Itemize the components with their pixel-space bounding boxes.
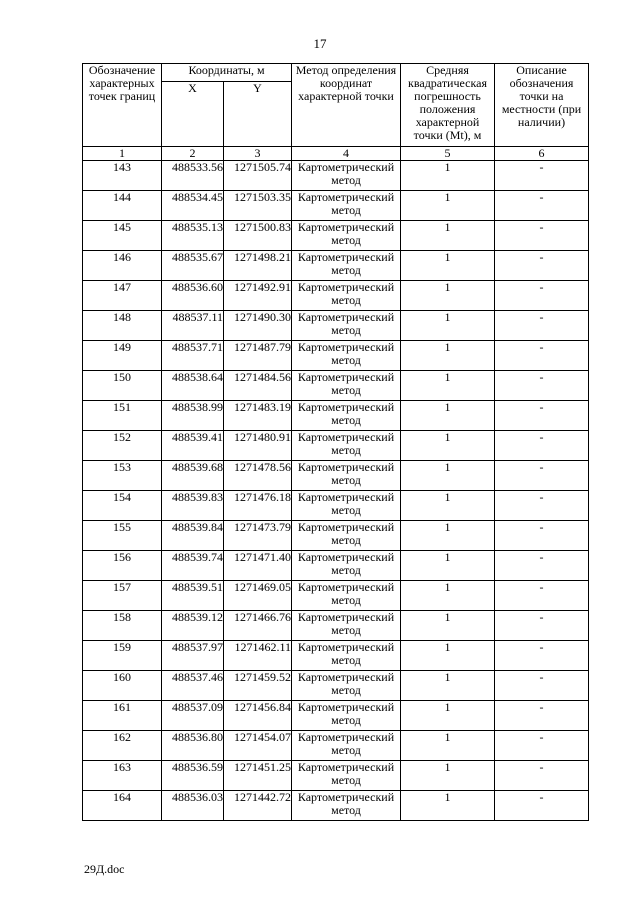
y-coordinate-cell: 1271505.74 (224, 161, 292, 191)
table-row (83, 221, 589, 251)
method-line-2: метод (331, 533, 361, 547)
error-value-cell: 1 (401, 221, 495, 251)
method-cell (292, 581, 401, 611)
x-coordinate-cell: 488534.45 (162, 191, 224, 221)
point-number-cell: 149 (83, 341, 162, 371)
method-line-1: Картометрический (297, 610, 395, 624)
point-number-cell: 146 (83, 251, 162, 281)
method-line-1: Картометрический (297, 220, 395, 234)
description-cell: - (495, 311, 589, 341)
description-cell: - (495, 221, 589, 251)
description-cell: - (495, 341, 589, 371)
method-line-1: Картометрический (297, 460, 395, 474)
point-number-cell: 143 (83, 161, 162, 191)
y-coordinate-cell: 1271451.25 (224, 761, 292, 791)
y-coordinate-cell: 1271442.72 (224, 791, 292, 821)
table-body (83, 161, 589, 821)
point-number-cell: 151 (83, 401, 162, 431)
description-cell: - (495, 791, 589, 821)
header-point-description: Описание обозначения точки на местности (при наличии) (495, 64, 589, 147)
table-row (83, 581, 589, 611)
error-value-cell: 1 (401, 521, 495, 551)
table-row (83, 671, 589, 701)
column-number: 2 (162, 147, 224, 161)
method-cell (292, 701, 401, 731)
x-coordinate-cell: 488537.71 (162, 341, 224, 371)
method-cell (292, 551, 401, 581)
x-coordinate-cell: 488539.84 (162, 521, 224, 551)
description-cell: - (495, 701, 589, 731)
method-line-2: метод (331, 623, 361, 637)
error-value-cell: 1 (401, 311, 495, 341)
description-cell: - (495, 491, 589, 521)
column-number: 6 (495, 147, 589, 161)
error-value-cell: 1 (401, 761, 495, 791)
y-coordinate-cell: 1271490.30 (224, 311, 292, 341)
method-line-2: метод (331, 263, 361, 277)
description-cell: - (495, 671, 589, 701)
table-row (83, 371, 589, 401)
column-number: 5 (401, 147, 495, 161)
error-value-cell: 1 (401, 341, 495, 371)
y-coordinate-cell: 1271466.76 (224, 611, 292, 641)
header-x: X (162, 82, 224, 147)
header-mean-square-error: Средняя квадратическая погрешность положения характерной точки (Mt), м (401, 64, 495, 147)
point-number-cell: 153 (83, 461, 162, 491)
method-cell (292, 281, 401, 311)
method-line-2: метод (331, 713, 361, 727)
description-cell: - (495, 521, 589, 551)
description-cell: - (495, 161, 589, 191)
point-number-cell: 152 (83, 431, 162, 461)
table-row (83, 641, 589, 671)
method-line-2: метод (331, 803, 361, 817)
method-cell (292, 641, 401, 671)
method-cell (292, 521, 401, 551)
error-value-cell: 1 (401, 701, 495, 731)
method-line-2: метод (331, 203, 361, 217)
point-number-cell: 160 (83, 671, 162, 701)
boundary-points-table (82, 63, 589, 821)
table-row (83, 701, 589, 731)
error-value-cell: 1 (401, 461, 495, 491)
x-coordinate-cell: 488539.51 (162, 581, 224, 611)
method-cell (292, 761, 401, 791)
description-cell: - (495, 641, 589, 671)
error-value-cell: 1 (401, 731, 495, 761)
point-number-cell: 144 (83, 191, 162, 221)
method-line-1: Картометрический (297, 340, 395, 354)
method-cell (292, 191, 401, 221)
header-coordinates: Координаты, м (162, 64, 292, 82)
table-row (83, 551, 589, 581)
method-line-2: метод (331, 653, 361, 667)
point-number-cell: 158 (83, 611, 162, 641)
method-cell (292, 491, 401, 521)
method-line-1: Картометрический (297, 490, 395, 504)
description-cell: - (495, 581, 589, 611)
table-row (83, 761, 589, 791)
method-line-2: метод (331, 563, 361, 577)
method-line-1: Картометрический (297, 550, 395, 564)
header-y: Y (224, 82, 292, 147)
method-cell (292, 791, 401, 821)
y-coordinate-cell: 1271454.07 (224, 731, 292, 761)
method-line-1: Картометрический (297, 520, 395, 534)
method-line-2: метод (331, 233, 361, 247)
header-method: Метод определения координат характерной точки (292, 64, 401, 147)
page-number: 17 (313, 36, 327, 51)
x-coordinate-cell: 488536.59 (162, 761, 224, 791)
point-number-cell: 150 (83, 371, 162, 401)
method-line-2: метод (331, 293, 361, 307)
column-number: 3 (224, 147, 292, 161)
error-value-cell: 1 (401, 791, 495, 821)
method-line-2: метод (331, 743, 361, 757)
error-value-cell: 1 (401, 281, 495, 311)
y-coordinate-cell: 1271483.19 (224, 401, 292, 431)
x-coordinate-cell: 488537.46 (162, 671, 224, 701)
y-coordinate-cell: 1271459.52 (224, 671, 292, 701)
x-coordinate-cell: 488539.83 (162, 491, 224, 521)
table-row (83, 281, 589, 311)
description-cell: - (495, 371, 589, 401)
header-point-designation: Обозначение характерных точек границ (83, 64, 162, 147)
method-cell (292, 611, 401, 641)
x-coordinate-cell: 488533.56 (162, 161, 224, 191)
method-line-1: Картометрический (297, 310, 395, 324)
error-value-cell: 1 (401, 671, 495, 701)
method-line-1: Картометрический (297, 670, 395, 684)
x-coordinate-cell: 488539.68 (162, 461, 224, 491)
x-coordinate-cell: 488535.67 (162, 251, 224, 281)
table-row (83, 521, 589, 551)
error-value-cell: 1 (401, 251, 495, 281)
x-coordinate-cell: 488537.97 (162, 641, 224, 671)
y-coordinate-cell: 1271471.40 (224, 551, 292, 581)
point-number-cell: 148 (83, 311, 162, 341)
description-cell: - (495, 281, 589, 311)
x-coordinate-cell: 488536.03 (162, 791, 224, 821)
y-coordinate-cell: 1271498.21 (224, 251, 292, 281)
description-cell: - (495, 551, 589, 581)
error-value-cell: 1 (401, 491, 495, 521)
table-row (83, 161, 589, 191)
method-cell (292, 311, 401, 341)
y-coordinate-cell: 1271492.91 (224, 281, 292, 311)
method-line-2: метод (331, 593, 361, 607)
x-coordinate-cell: 488537.09 (162, 701, 224, 731)
method-line-2: метод (331, 323, 361, 337)
method-cell (292, 401, 401, 431)
method-cell (292, 341, 401, 371)
y-coordinate-cell: 1271480.91 (224, 431, 292, 461)
description-cell: - (495, 611, 589, 641)
method-cell (292, 431, 401, 461)
method-line-1: Картометрический (297, 370, 395, 384)
point-number-cell: 157 (83, 581, 162, 611)
table-row (83, 611, 589, 641)
method-line-1: Картометрический (297, 430, 395, 444)
x-coordinate-cell: 488535.13 (162, 221, 224, 251)
y-coordinate-cell: 1271503.35 (224, 191, 292, 221)
y-coordinate-cell: 1271476.18 (224, 491, 292, 521)
method-cell (292, 161, 401, 191)
description-cell: - (495, 461, 589, 491)
method-line-1: Картометрический (297, 700, 395, 714)
x-coordinate-cell: 488537.11 (162, 311, 224, 341)
y-coordinate-cell: 1271469.05 (224, 581, 292, 611)
error-value-cell: 1 (401, 611, 495, 641)
x-coordinate-cell: 488538.64 (162, 371, 224, 401)
description-cell: - (495, 191, 589, 221)
method-line-1: Картометрический (297, 160, 395, 174)
point-number-cell: 163 (83, 761, 162, 791)
error-value-cell: 1 (401, 191, 495, 221)
table-row (83, 401, 589, 431)
y-coordinate-cell: 1271462.11 (224, 641, 292, 671)
point-number-cell: 161 (83, 701, 162, 731)
method-cell (292, 731, 401, 761)
column-number: 1 (83, 147, 162, 161)
point-number-cell: 156 (83, 551, 162, 581)
method-line-1: Картометрический (297, 250, 395, 264)
error-value-cell: 1 (401, 551, 495, 581)
y-coordinate-cell: 1271473.79 (224, 521, 292, 551)
error-value-cell: 1 (401, 641, 495, 671)
x-coordinate-cell: 488539.12 (162, 611, 224, 641)
point-number-cell: 159 (83, 641, 162, 671)
method-line-2: метод (331, 473, 361, 487)
table-row (83, 251, 589, 281)
description-cell: - (495, 251, 589, 281)
table-row (83, 341, 589, 371)
table-row (83, 431, 589, 461)
method-cell (292, 461, 401, 491)
method-cell (292, 251, 401, 281)
document-filename: 29Д.doc (84, 862, 125, 876)
method-line-1: Картометрический (297, 640, 395, 654)
y-coordinate-cell: 1271478.56 (224, 461, 292, 491)
point-number-cell: 147 (83, 281, 162, 311)
method-line-1: Картометрический (297, 190, 395, 204)
description-cell: - (495, 761, 589, 791)
point-number-cell: 145 (83, 221, 162, 251)
x-coordinate-cell: 488538.99 (162, 401, 224, 431)
table-row (83, 491, 589, 521)
error-value-cell: 1 (401, 161, 495, 191)
error-value-cell: 1 (401, 581, 495, 611)
x-coordinate-cell: 488539.74 (162, 551, 224, 581)
method-line-2: метод (331, 443, 361, 457)
method-cell (292, 221, 401, 251)
x-coordinate-cell: 488536.60 (162, 281, 224, 311)
y-coordinate-cell: 1271487.79 (224, 341, 292, 371)
error-value-cell: 1 (401, 401, 495, 431)
method-line-1: Картометрический (297, 790, 395, 804)
error-value-cell: 1 (401, 371, 495, 401)
method-cell (292, 671, 401, 701)
method-line-2: метод (331, 773, 361, 787)
point-number-cell: 162 (83, 731, 162, 761)
column-number-row (83, 147, 589, 161)
method-line-1: Картометрический (297, 280, 395, 294)
point-number-cell: 164 (83, 791, 162, 821)
point-number-cell: 154 (83, 491, 162, 521)
description-cell: - (495, 431, 589, 461)
column-number: 4 (292, 147, 401, 161)
method-line-2: метод (331, 503, 361, 517)
description-cell: - (495, 401, 589, 431)
method-line-2: метод (331, 173, 361, 187)
method-line-2: метод (331, 353, 361, 367)
method-line-1: Картометрический (297, 730, 395, 744)
table-row (83, 191, 589, 221)
y-coordinate-cell: 1271484.56 (224, 371, 292, 401)
method-line-1: Картометрический (297, 400, 395, 414)
method-line-1: Картометрический (297, 580, 395, 594)
table-row (83, 791, 589, 821)
method-line-2: метод (331, 683, 361, 697)
table-row (83, 461, 589, 491)
table-row (83, 311, 589, 341)
method-cell (292, 371, 401, 401)
method-line-2: метод (331, 383, 361, 397)
table-row (83, 731, 589, 761)
method-line-1: Картометрический (297, 760, 395, 774)
x-coordinate-cell: 488536.80 (162, 731, 224, 761)
description-cell: - (495, 731, 589, 761)
y-coordinate-cell: 1271456.84 (224, 701, 292, 731)
point-number-cell: 155 (83, 521, 162, 551)
method-line-2: метод (331, 413, 361, 427)
x-coordinate-cell: 488539.41 (162, 431, 224, 461)
y-coordinate-cell: 1271500.83 (224, 221, 292, 251)
error-value-cell: 1 (401, 431, 495, 461)
